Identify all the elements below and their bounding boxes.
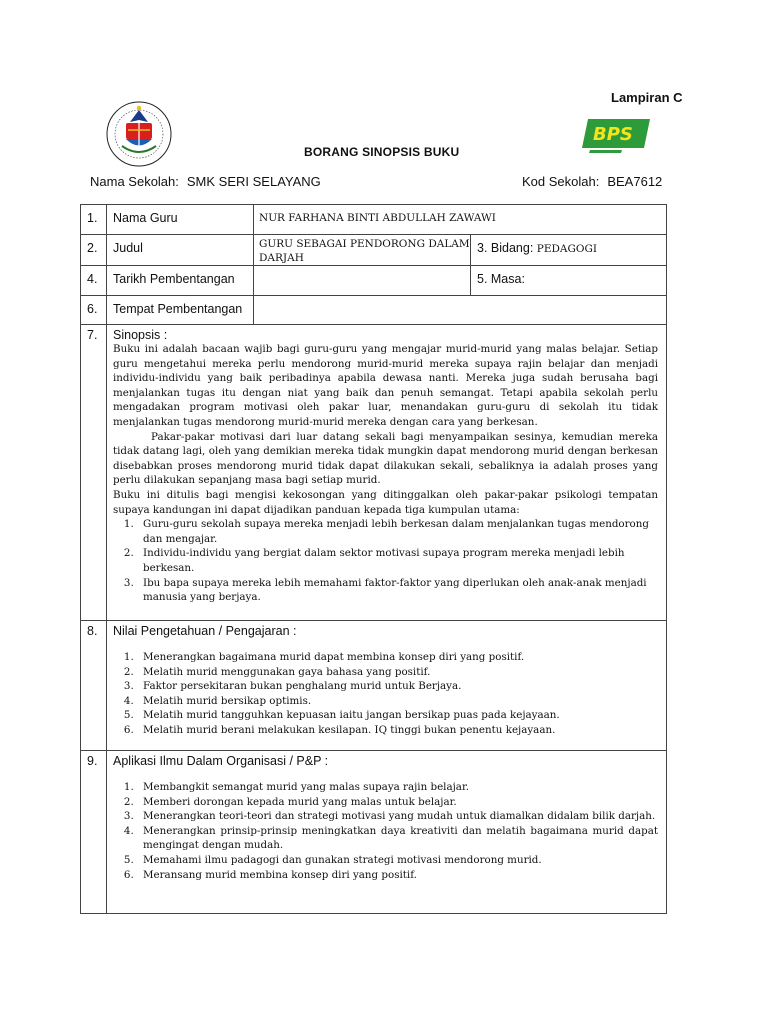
bps-logo: [582, 116, 652, 156]
presentation-place-label: Tempat Pembentangan: [107, 296, 254, 325]
masa-cell: [471, 266, 667, 296]
school-name-value: SMK SERI SELAYANG: [186, 174, 321, 189]
row-number: 4.: [81, 266, 107, 296]
synopsis-cell: [107, 325, 667, 621]
masa-label: 5. Masa:: [477, 272, 525, 286]
row-nilai: [81, 621, 667, 751]
list-item: 2. Memberi dorongan kepada murid yang malas untuk belajar.: [137, 795, 658, 810]
list-item: 3. Faktor persekitaran bukan penghalang murid untuk Berjaya.: [137, 679, 658, 694]
nilai-cell: [107, 621, 667, 751]
list-item: 1. Guru-guru sekolah supaya mereka menjadi lebih berkesan dalam menjalankan tugas mendorong dan mengajar.: [137, 517, 658, 546]
presentation-date-value: [254, 266, 471, 296]
synopsis-paragraph: Buku ini ditulis bagi mengisi kekosongan yang ditinggalkan oleh pakar-pakar psikologi tempatan supaya kandungan ini dapat dijadikan panduan kepada tiga kumpulan utama:: [113, 488, 658, 516]
list-item: 1. Menerangkan bagaimana murid dapat membina konsep diri yang positif.: [137, 650, 658, 665]
presentation-place-value: [254, 296, 667, 325]
school-code-value: BEA7612: [607, 174, 663, 189]
nilai-list: [113, 650, 658, 738]
teacher-name-label: Nama Guru: [107, 205, 254, 235]
synopsis-heading: Sinopsis :: [113, 328, 168, 342]
synopsis-list: [113, 517, 658, 605]
ministry-crest-logo: [104, 100, 174, 168]
list-item: 4. Menerangkan prinsip-prinsip meningkatkan daya kreativiti dan melatih bagaimana murid dapat mengingat dengan mudah.: [137, 824, 658, 853]
aplikasi-heading: Aplikasi Ilmu Dalam Organisasi / P&P :: [113, 754, 329, 768]
list-item: 3. Ibu bapa supaya mereka lebih memahami faktor-faktor yang diperlukan oleh anak-anak menjadi manusia yang berjaya.: [137, 576, 658, 605]
school-name-label: Nama Sekolah:: [90, 174, 179, 189]
synopsis-paragraph: Pakar-pakar motivasi dari luar datang sekali bagi menyampaikan sesinya, kemudian mereka tidak datang lagi, oleh yang demikian mereka tidak mungkin dapat mendorong murid dengan berkesan disebabkan proses mendorong murid tidak dapat dilakukan sekali, sebaliknya ia adalah proses yang perlu dilakukan sepanjang masa bagi setiap murid.: [113, 430, 658, 487]
title-label: Judul: [107, 235, 254, 266]
school-name-line: [90, 174, 321, 189]
row-aplikasi: [81, 751, 667, 914]
list-item: 3. Menerangkan teori-teori dan strategi motivasi yang mudah untuk diamalkan didalam bilik darjah.: [137, 809, 658, 824]
synopsis-form-table: [80, 204, 667, 914]
synopsis-paragraph: Buku ini adalah bacaan wajib bagi guru-guru yang mengajar murid-murid yang malas belajar. Setiap guru mengetahui mereka perlu mendorong murid-murid mereka supaya rajin belajar dan menjadi individu-individu yang baik peribadinya apabila dewasa nanti. Mereka juga sudah berusaha bagi menjalankan tugas itu dengan niat yang baik dan penuh semangat. Tetapi apabila sekolah perlu mengadakan program motivasi oleh pakar luar, menandakan guru-guru di sekolah itu tidak menjalankan tugas mendorong murid-murid mereka dengan cara yang berkesan.: [113, 343, 658, 428]
row-number: 1.: [81, 205, 107, 235]
list-item: 4. Melatih murid bersikap optimis.: [137, 694, 658, 709]
school-code-line: [522, 174, 662, 189]
bidang-value: PEDAGOGI: [536, 243, 598, 255]
aplikasi-list: [113, 780, 658, 882]
lampiran-label: Lampiran C: [611, 90, 683, 105]
list-item: 2. Melatih murid menggunakan gaya bahasa yang positif.: [137, 665, 658, 680]
list-item: 5. Melatih murid tangguhkan kepuasan iaitu jangan bersikap puas pada kejayaan.: [137, 708, 658, 723]
nilai-heading: Nilai Pengetahuan / Pengajaran :: [113, 624, 297, 638]
list-item: 5. Memahami ilmu padagogi dan gunakan strategi motivasi mendorong murid.: [137, 853, 658, 868]
bidang-label: 3. Bidang:: [477, 241, 534, 255]
presentation-date-label: Tarikh Pembentangan: [107, 266, 254, 296]
aplikasi-cell: [107, 751, 667, 914]
row-judul: [81, 235, 667, 266]
list-item: 6. Melatih murid berani melakukan kesilapan. IQ tinggi bukan penentu kejayaan.: [137, 723, 658, 738]
row-number: 9.: [81, 751, 107, 914]
form-title: BORANG SINOPSIS BUKU: [304, 145, 460, 159]
svg-text:BPS: BPS: [593, 124, 633, 145]
row-sinopsis: [81, 325, 667, 621]
row-nama-guru: [81, 205, 667, 235]
bidang-cell: [471, 235, 667, 266]
row-number: 8.: [81, 621, 107, 751]
row-number: 2.: [81, 235, 107, 266]
teacher-name-value: NUR FARHANA BINTI ABDULLAH ZAWAWI: [254, 205, 667, 235]
school-code-label: Kod Sekolah:: [522, 174, 600, 189]
book-title-value: GURU SEBAGAI PENDORONG DALAM DARJAH: [254, 235, 471, 266]
list-item: 1. Membangkit semangat murid yang malas supaya rajin belajar.: [137, 780, 658, 795]
row-number: 6.: [81, 296, 107, 325]
list-item: 6. Meransang murid membina konsep diri yang positif.: [137, 868, 658, 883]
list-item: 2. Individu-individu yang bergiat dalam sektor motivasi supaya program mereka menjadi lebih berkesan.: [137, 546, 658, 575]
row-tarikh: [81, 266, 667, 296]
row-tempat: [81, 296, 667, 325]
row-number: 7.: [81, 325, 107, 621]
